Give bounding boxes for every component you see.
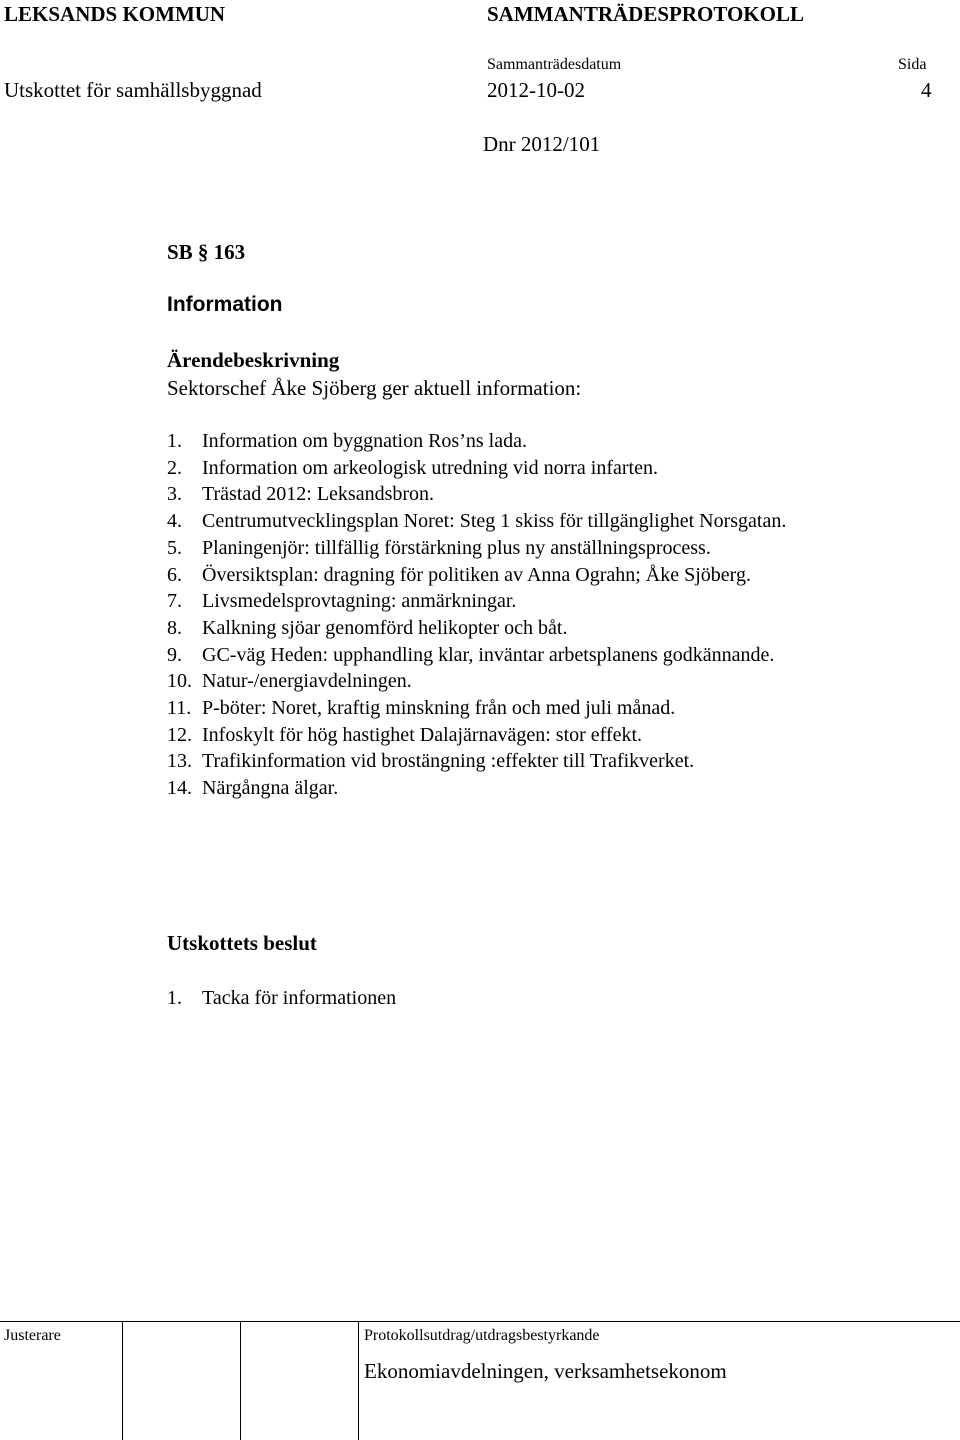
information-list-item-text: Översiktsplan: dragning för politiken av Anna Ograhn; Åke Sjöberg. — [202, 563, 751, 586]
information-list-item-number: 11. — [167, 697, 192, 720]
information-list-item-number: 7. — [167, 590, 182, 613]
information-list-item-text: Trästad 2012: Leksandsbron. — [202, 483, 435, 506]
justerare-label: Justerare — [4, 1327, 61, 1344]
information-list-item-text: Information om arkeologisk utredning vid norra infarten. — [202, 456, 658, 479]
signature-box-divider — [122, 1321, 123, 1440]
information-list-item-number: 1. — [167, 430, 182, 452]
information-list-item — [167, 535, 922, 562]
information-list-item-text: Infoskylt för hög hastighet Dalajärnavägen: stor effekt. — [202, 723, 643, 746]
information-list-item-text: Närgångna älgar. — [202, 777, 339, 800]
decision-list — [167, 985, 922, 1012]
document-type: SAMMANTRÄDESPROTOKOLL — [487, 2, 804, 26]
information-list-item-number: 13. — [167, 750, 192, 773]
information-list-item-number: 6. — [167, 563, 182, 586]
information-list-item-text: Information om byggnation Ros’ns lada. — [202, 430, 527, 452]
information-list-item — [167, 428, 922, 455]
footer-divider — [0, 1321, 960, 1322]
committee-name: Utskottet för samhällsbyggnad — [4, 78, 262, 102]
decision-heading: Utskottets beslut — [167, 931, 317, 955]
information-list-item — [167, 695, 922, 722]
information-list-item-number: 3. — [167, 483, 182, 506]
decision-list-item — [167, 985, 922, 1012]
information-list-item-number: 12. — [167, 723, 192, 746]
decision-list-item-text: Tacka för informationen — [202, 987, 397, 1009]
organization-name: LEKSANDS KOMMUN — [4, 2, 226, 26]
information-list-item-text: Planingenjör: tillfällig förstärkning plus ny anställningsprocess. — [202, 536, 711, 559]
information-list-item-text: Centrumutvecklingsplan Noret: Steg 1 skiss för tillgänglighet Norsgatan. — [202, 510, 787, 533]
information-list-item — [167, 642, 922, 669]
decision-list-item-number: 1. — [167, 987, 182, 1009]
meeting-date: 2012-10-02 — [487, 78, 585, 102]
information-list-item-number: 14. — [167, 777, 192, 800]
intro-text: Sektorschef Åke Sjöberg ger aktuell information: — [167, 376, 582, 400]
information-list-item-text: P-böter: Noret, kraftig minskning från och med juli månad. — [202, 697, 676, 720]
information-list-item — [167, 615, 922, 642]
signature-box-divider — [240, 1321, 241, 1440]
signature-box-divider — [358, 1321, 359, 1440]
information-list-item-number: 5. — [167, 536, 182, 559]
information-list-item — [167, 562, 922, 589]
information-list-item-number: 4. — [167, 510, 182, 533]
information-list-item-text: Livsmedelsprovtagning: anmärkningar. — [202, 590, 517, 613]
information-list-item-text: GC-väg Heden: upphandling klar, inväntar arbetsplanens godkännande. — [202, 643, 775, 666]
information-list-item-number: 9. — [167, 643, 182, 666]
case-title: Information — [167, 293, 283, 316]
case-number: SB § 163 — [167, 240, 246, 264]
information-list-item — [167, 722, 922, 749]
information-list-item — [167, 748, 922, 775]
page-number: 4 — [921, 78, 932, 102]
information-list — [167, 428, 922, 802]
information-list-item-number: 10. — [167, 670, 192, 693]
information-list-item-text: Kalkning sjöar genomförd helikopter och båt. — [202, 616, 568, 639]
diary-number: Dnr 2012/101 — [483, 132, 601, 156]
meeting-date-label: Sammanträdesdatum — [487, 56, 622, 73]
information-list-item — [167, 775, 922, 802]
description-heading: Ärendebeskrivning — [167, 348, 340, 372]
information-list-item-number: 8. — [167, 616, 182, 639]
page-label: Sida — [898, 56, 927, 73]
information-list-item-number: 2. — [167, 456, 182, 479]
information-list-item — [167, 481, 922, 508]
information-list-item — [167, 455, 922, 482]
information-list-item-text: Natur-/energiavdelningen. — [202, 670, 412, 693]
information-list-item — [167, 508, 922, 535]
department-name: Ekonomiavdelningen, verksamhetsekonom — [364, 1359, 727, 1383]
extract-label: Protokollsutdrag/utdragsbestyrkande — [364, 1327, 600, 1344]
information-list-item — [167, 668, 922, 695]
information-list-item — [167, 588, 922, 615]
information-list-item-text: Trafikinformation vid brostängning :effekter till Trafikverket. — [202, 750, 695, 773]
